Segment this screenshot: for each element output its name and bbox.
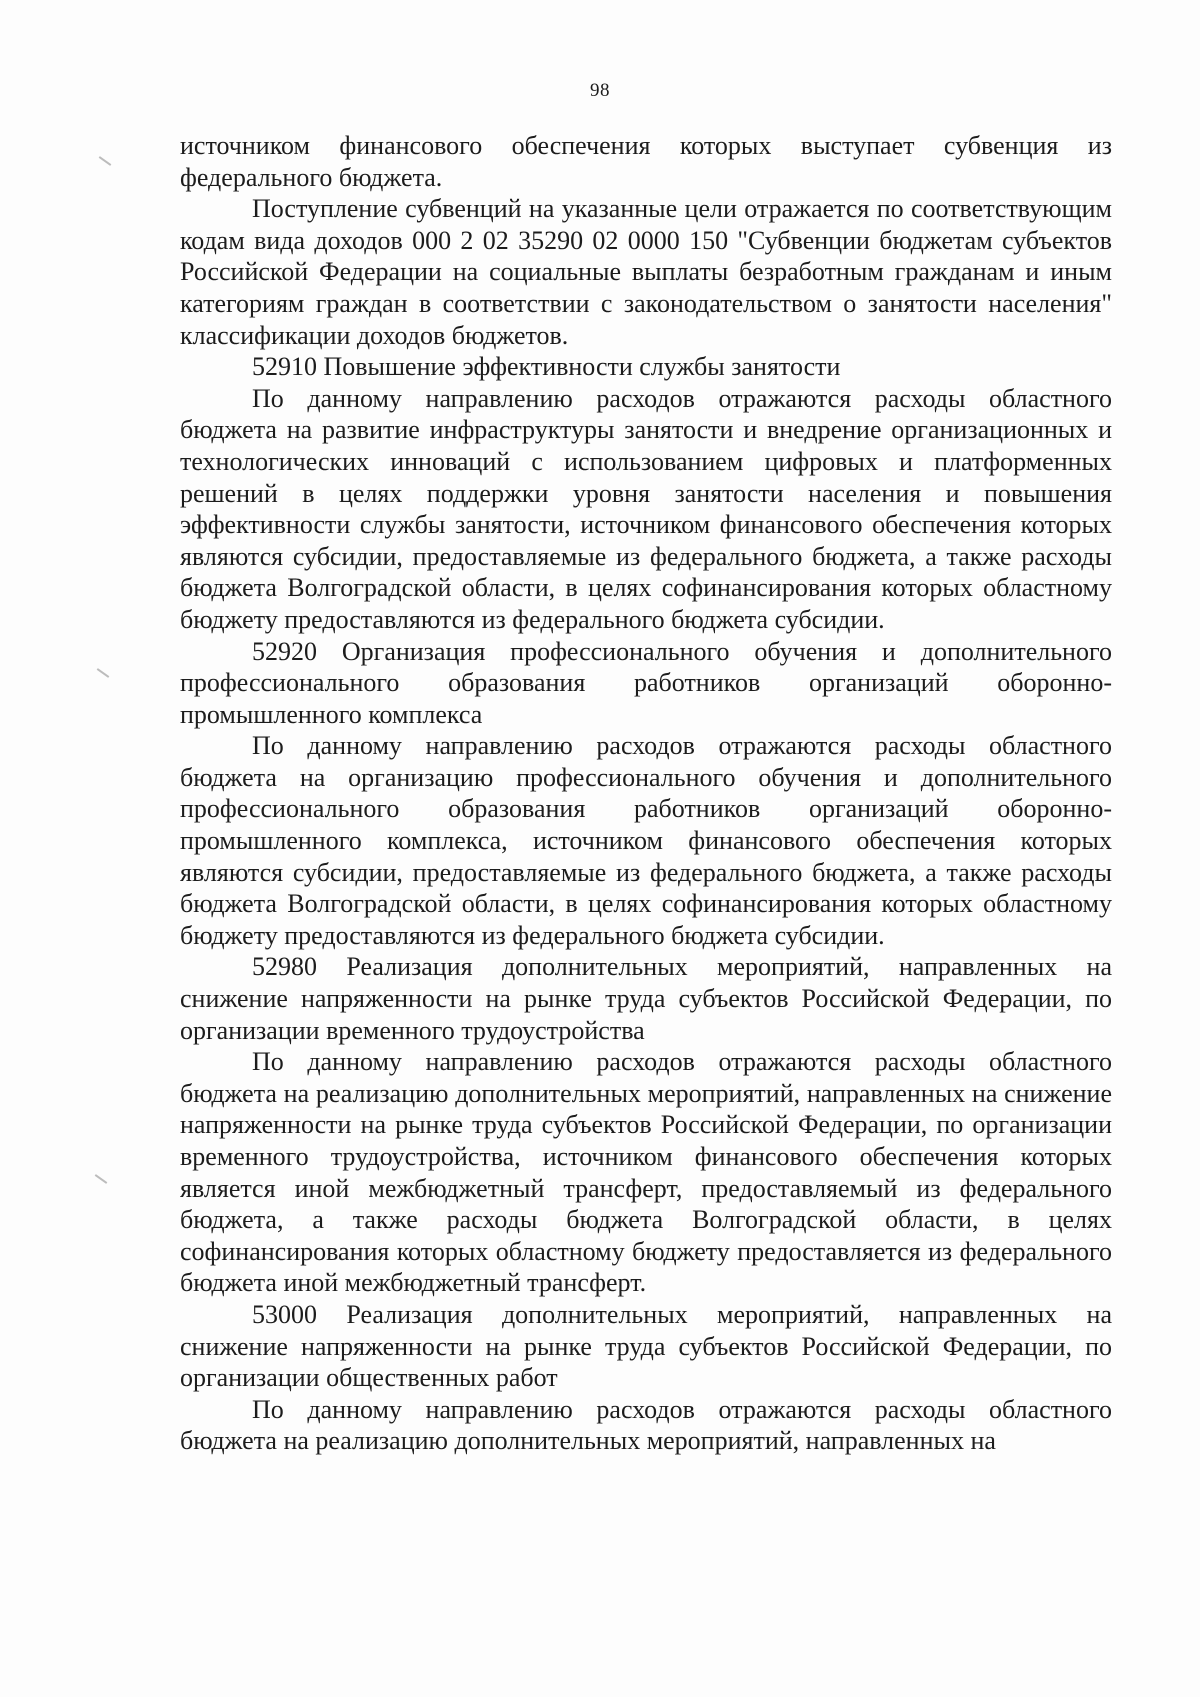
page-number: 98 [590, 80, 610, 101]
paragraph-52980-description: По данному направлению расходов отражаются расходы областного бюджета на реализацию дополнительных мероприятий, направленных на снижение напряженности на рынке труда субъектов Российской Федерации, по организации временного трудоустройства, источником финансового обеспечения которых является иной межбюджетный трансферт, предоставляемый из федерального бюджета, а также расходы бюджета Волгоградской области, в целях софинансирования которых областному бюджету предоставляется из федерального бюджета иной межбюджетный трансферт. [180, 1047, 1112, 1298]
section-heading-53000: 53000 Реализация дополнительных мероприятий, направленных на снижение напряженности на рынке труда субъектов Российской Федерации, по организации общественных работ [180, 1299, 1112, 1393]
document-body [180, 130, 1112, 1457]
scan-artifact-mark [99, 156, 112, 166]
section-heading-52980: 52980 Реализация дополнительных мероприятий, направленных на снижение напряженности на рынке труда субъектов Российской Федерации, по организации временного трудоустройства [180, 952, 1112, 1045]
scan-artifact-mark [97, 668, 110, 678]
paragraph-continuation: источником финансового обеспечения которых выступает субвенция из федерального бюджета. [180, 131, 1112, 192]
paragraph-53000-description: По данному направлению расходов отражаются расходы областного бюджета на реализацию дополнительных мероприятий, направленных на [180, 1394, 1112, 1456]
section-heading-52920: 52920 Организация профессионального обучения и дополнительного профессионального образования работников организаций оборонно-промышленного комплекса [180, 636, 1112, 729]
paragraph-52920-description: По данному направлению расходов отражаются расходы областного бюджета на организацию профессионального обучения и дополнительного профессионального образования работников организаций оборонно-промышленного комплекса, источником финансового обеспечения которых являются субсидии, предоставляемые из федерального бюджета, а также расходы бюджета Волгоградской области, в целях софинансирования которых областному бюджету предоставляются из федерального бюджета субсидии. [180, 731, 1112, 950]
section-heading-52910: 52910 Повышение эффективности службы занятости [252, 352, 841, 382]
paragraph-52910-description: По данному направлению расходов отражаются расходы областного бюджета на развитие инфраструктуры занятости и внедрение организационных и технологических инноваций с использованием цифровых и платформенных решений в целях поддержки уровня занятости населения и повышения эффективности службы занятости, источником финансового обеспечения которых являются субсидии, предоставляемые из федерального бюджета, а также расходы бюджета Волгоградской области, в целях софинансирования которых областному бюджету предоставляются из федерального бюджета субсидии. [180, 383, 1112, 634]
scan-artifact-mark [95, 1174, 108, 1184]
paragraph-subvention-receipt: Поступление субвенций на указанные цели отражается по соответствующим кодам вида доходов 000 2 02 35290 02 0000 150 "Субвенции бюджетам субъектов Российской Федерации на социальные выплаты безработным гражданам и иным категориям граждан в соответствии с законодательством о занятости населения" классификации доходов бюджетов. [180, 194, 1112, 350]
